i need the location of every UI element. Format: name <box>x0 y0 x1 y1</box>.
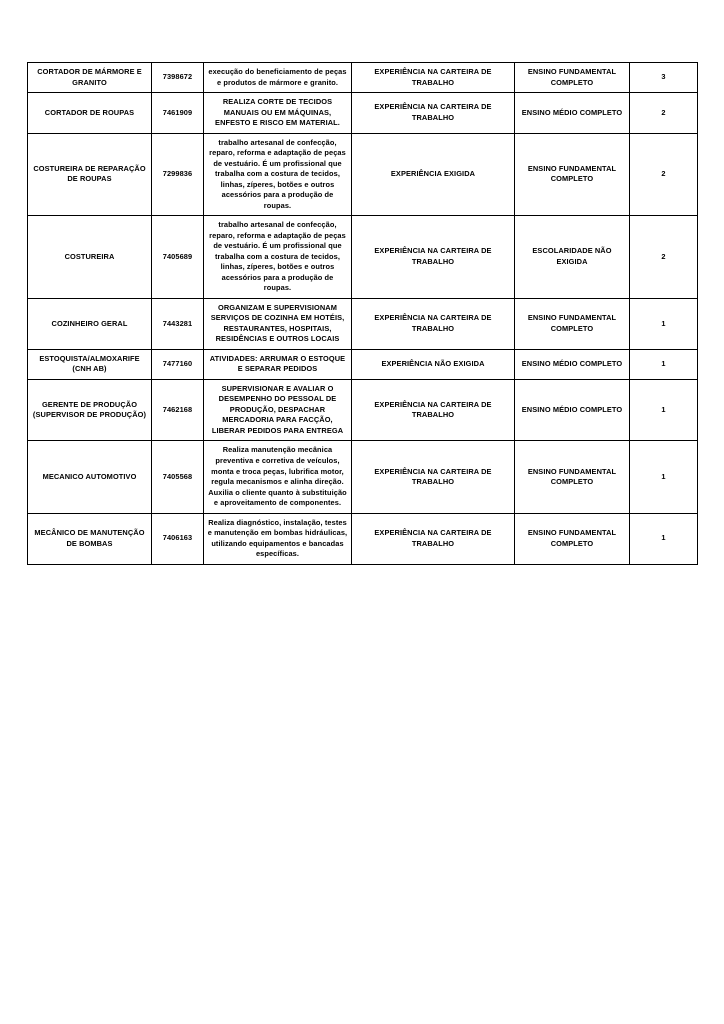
cell-education: ESCOLARIDADE NÃO EXIGIDA <box>515 216 630 299</box>
cell-code: 7299836 <box>152 133 204 216</box>
cell-code: 7443281 <box>152 298 204 349</box>
cell-experience: EXPERIÊNCIA NA CARTEIRA DE TRABALHO <box>352 441 515 513</box>
cell-code: 7405689 <box>152 216 204 299</box>
cell-quantity: 1 <box>630 349 698 379</box>
cell-education: ENSINO FUNDAMENTAL COMPLETO <box>515 441 630 513</box>
cell-education: ENSINO MÉDIO COMPLETO <box>515 379 630 441</box>
cell-code: 7405568 <box>152 441 204 513</box>
table-row <box>28 298 698 349</box>
cell-quantity: 1 <box>630 298 698 349</box>
cell-role: CORTADOR DE ROUPAS <box>28 93 152 134</box>
cell-education: ENSINO MÉDIO COMPLETO <box>515 349 630 379</box>
cell-education: ENSINO FUNDAMENTAL COMPLETO <box>515 133 630 216</box>
cell-quantity: 1 <box>630 441 698 513</box>
cell-experience: EXPERIÊNCIA NA CARTEIRA DE TRABALHO <box>352 379 515 441</box>
table-row <box>28 441 698 513</box>
cell-role: GERENTE DE PRODUÇÃO (SUPERVISOR DE PRODUÇÃO) <box>28 379 152 441</box>
cell-experience: EXPERIÊNCIA NA CARTEIRA DE TRABALHO <box>352 298 515 349</box>
cell-description: trabalho artesanal de confecção, reparo, reforma e adaptação de peças de vestuário. É um profissional que trabalha com a costura de tecidos, linhas, zíperes, botões e outros acessórios para a produção de roupas. <box>204 216 352 299</box>
table-row <box>28 63 698 93</box>
cell-description: REALIZA CORTE DE TECIDOS MANUAIS OU EM MÁQUINAS, ENFESTO E RISCO EM MATERIAL. <box>204 93 352 134</box>
cell-quantity: 1 <box>630 379 698 441</box>
cell-experience: EXPERIÊNCIA NA CARTEIRA DE TRABALHO <box>352 63 515 93</box>
cell-role: COSTUREIRA <box>28 216 152 299</box>
cell-description: trabalho artesanal de confecção, reparo, reforma e adaptação de peças de vestuário. É um profissional que trabalha com a costura de tecidos, linhas, zíperes, botões e outros acessórios para a produção de roupas. <box>204 133 352 216</box>
cell-quantity: 2 <box>630 133 698 216</box>
cell-role: COZINHEIRO GERAL <box>28 298 152 349</box>
cell-education: ENSINO FUNDAMENTAL COMPLETO <box>515 63 630 93</box>
cell-experience: EXPERIÊNCIA NA CARTEIRA DE TRABALHO <box>352 93 515 134</box>
cell-quantity: 1 <box>630 513 698 564</box>
cell-code: 7398672 <box>152 63 204 93</box>
cell-role: MECANICO AUTOMOTIVO <box>28 441 152 513</box>
table-row <box>28 216 698 299</box>
cell-experience: EXPERIÊNCIA NA CARTEIRA DE TRABALHO <box>352 513 515 564</box>
cell-role: CORTADOR DE MÁRMORE E GRANITO <box>28 63 152 93</box>
cell-quantity: 2 <box>630 216 698 299</box>
cell-code: 7462168 <box>152 379 204 441</box>
cell-code: 7461909 <box>152 93 204 134</box>
cell-role: COSTUREIRA DE REPARAÇÃO DE ROUPAS <box>28 133 152 216</box>
cell-description: execução do beneficiamento de peças e produtos de mármore e granito. <box>204 63 352 93</box>
cell-role: ESTOQUISTA/ALMOXARIFE (CNH AB) <box>28 349 152 379</box>
cell-code: 7406163 <box>152 513 204 564</box>
table-row <box>28 349 698 379</box>
cell-description: ATIVIDADES: ARRUMAR O ESTOQUE E SEPARAR PEDIDOS <box>204 349 352 379</box>
cell-education: ENSINO MÉDIO COMPLETO <box>515 93 630 134</box>
cell-quantity: 3 <box>630 63 698 93</box>
cell-education: ENSINO FUNDAMENTAL COMPLETO <box>515 513 630 564</box>
table-body <box>28 63 698 565</box>
cell-description: ORGANIZAM E SUPERVISIONAM SERVIÇOS DE COZINHA EM HOTÉIS, RESTAURANTES, HOSPITAIS, RESIDÊNCIAS E OUTROS LOCAIS <box>204 298 352 349</box>
cell-quantity: 2 <box>630 93 698 134</box>
table-row <box>28 513 698 564</box>
cell-experience: EXPERIÊNCIA EXIGIDA <box>352 133 515 216</box>
cell-description: SUPERVISIONAR E AVALIAR O DESEMPENHO DO PESSOAL DE PRODUÇÃO, DESPACHAR MERCADORIA PARA FACÇÃO, LIBERAR PEDIDOS PARA ENTREGA <box>204 379 352 441</box>
cell-education: ENSINO FUNDAMENTAL COMPLETO <box>515 298 630 349</box>
cell-description: Realiza diagnóstico, instalação, testes e manutenção em bombas hidráulicas, utilizando equipamentos e bancadas específicas. <box>204 513 352 564</box>
table-row <box>28 93 698 134</box>
vacancy-table <box>27 62 698 565</box>
cell-description: Realiza manutenção mecânica preventiva e corretiva de veículos, monta e troca peças, lubrifica motor, regula mecanismos e alinha direção. Auxilia o cliente quanto à substituição e aproveitamento de componentes. <box>204 441 352 513</box>
cell-code: 7477160 <box>152 349 204 379</box>
table-row <box>28 133 698 216</box>
cell-experience: EXPERIÊNCIA NÃO EXIGIDA <box>352 349 515 379</box>
cell-experience: EXPERIÊNCIA NA CARTEIRA DE TRABALHO <box>352 216 515 299</box>
cell-role: MECÂNICO DE MANUTENÇÃO DE BOMBAS <box>28 513 152 564</box>
table-row <box>28 379 698 441</box>
